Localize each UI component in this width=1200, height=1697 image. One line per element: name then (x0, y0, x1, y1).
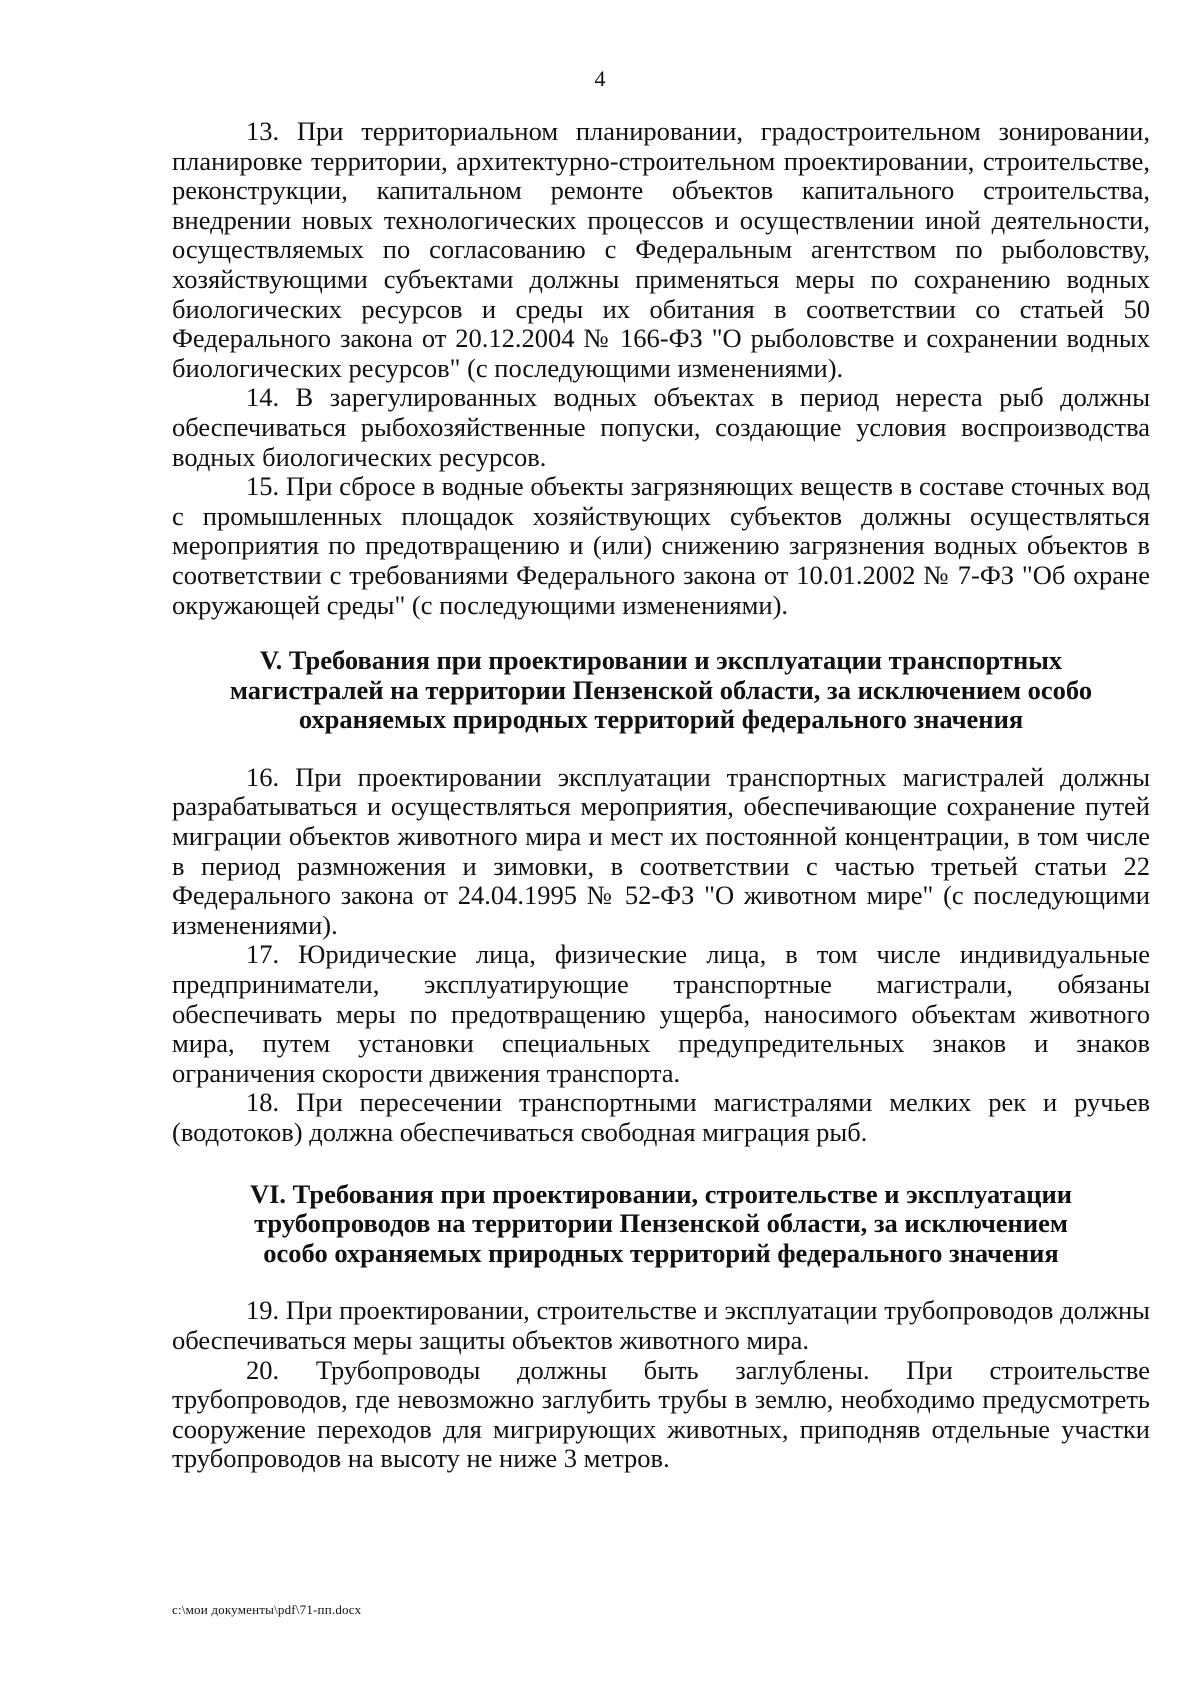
paragraph-15: 15. При сбросе в водные объекты загрязняющих веществ в составе сточных вод с промышленных площадок хозяйствующих субъектов должны осуществляться мероприятия по предотвращению и (или) снижению загрязнения водных объектов в соответствии с требованиями Федерального закона от 10.01.2002 № 7-ФЗ "Об охране окружающей среды" (с последующими изменениями). (172, 471, 1150, 620)
page-number: 4 (594, 66, 606, 91)
section-5-heading (172, 646, 1150, 735)
section-6-heading-line-1: VI. Требования при проектировании, строительстве и эксплуатации (249, 1178, 1073, 1209)
paragraph-17: 17. Юридические лица, физические лица, в том числе индивидуальные предприниматели, эксплуатирующие транспортные магистрали, обязаны обеспечивать меры по предотвращению ущерба, наносимого объектам животного мира, путем установки специальных предупредительных знаков и знаков ограничения скорости движения транспорта. (172, 939, 1150, 1088)
section-5-heading-line-2: магистралей на территории Пензенской области, за исключением особо (229, 674, 1093, 705)
section-6-heading (172, 1180, 1150, 1269)
paragraph-19: 19. При проектировании, строительстве и эксплуатации трубопроводов должны обеспечиваться меры защиты объектов животного мира. (172, 1295, 1150, 1355)
section-5-heading-line-3: охраняемых природных территорий федерального значения (298, 704, 1024, 735)
paragraph-13: 13. При территориальном планировании, градостроительном зонировании, планировке территории, архитектурно-строительном проектировании, строительстве, реконструкции, капитальном ремонте объектов капитального строительства, внедрении новых технологических процессов и осуществлении иной деятельности, осуществляемых по согласованию с Федеральным агентством по рыболовству, хозяйствующими субъектами должны применяться меры по сохранению водных биологических ресурсов и среды их обитания в соответствии со статьей 50 Федерального закона от 20.12.2004 № 166-ФЗ "О рыболовстве и сохранении водных биологических ресурсов" (с последующими изменениями). (172, 116, 1150, 383)
paragraph-14: 14. В зарегулированных водных объектах в период нереста рыб должны обеспечиваться рыбохозяйственные попуски, создающие условия воспроизводства водных биологических ресурсов. (172, 382, 1150, 472)
footer-file-path: c:\мои документы\pdf\71-пп.docx (172, 1602, 362, 1617)
paragraph-18: 18. При пересечении транспортными магистралями мелких рек и ручьев (водотоков) должна обеспечиваться свободная миграция рыб. (172, 1087, 1150, 1147)
document-body (172, 117, 1150, 1474)
paragraph-16: 16. При проектировании эксплуатации транспортных магистралей должны разрабатываться и осуществляться мероприятия, обеспечивающие сохранение путей миграции объектов животного мира и мест их постоянной концентрации, в том числе в период размножения и зимовки, в соответствии с частью третьей статьи 22 Федерального закона от 24.04.1995 № 52-ФЗ "О животном мире" (с последующими изменениями). (172, 761, 1150, 940)
section-6-heading-line-3: особо охраняемых природных территорий федерального значения (263, 1237, 1059, 1268)
section-5-heading-line-1: V. Требования при проектировании и эксплуатации транспортных (259, 645, 1063, 676)
paragraph-20: 20. Трубопроводы должны быть заглублены. При строительстве трубопроводов, где невозможно заглубить трубы в землю, необходимо предусмотреть сооружение переходов для мигрирующих животных, приподняв отдельные участки трубопроводов на высоту не ниже 3 метров. (172, 1354, 1150, 1474)
section-6-heading-line-2: трубопроводов на территории Пензенской области, за исключением (254, 1208, 1068, 1239)
